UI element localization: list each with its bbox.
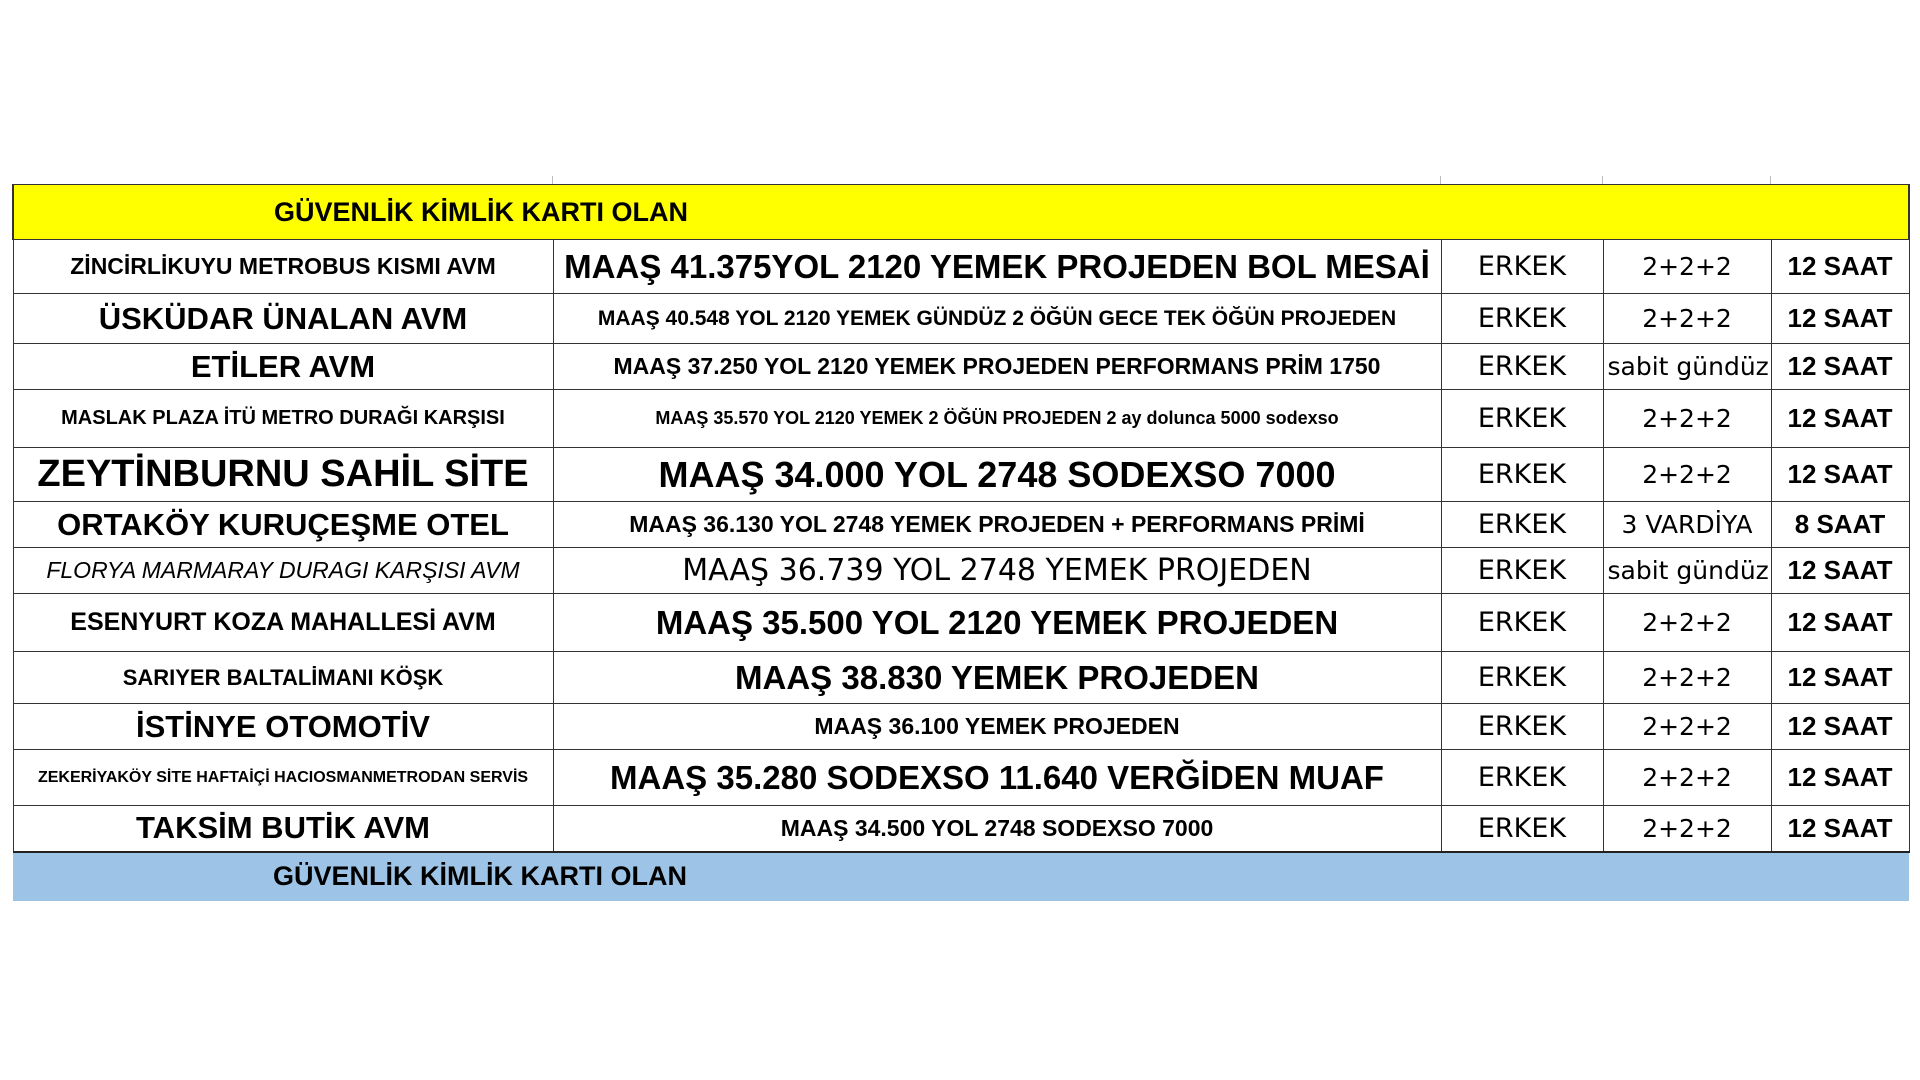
shift-cell: 2+2+2 (1603, 240, 1771, 294)
hours-cell: 12 SAAT (1771, 704, 1909, 750)
gender-cell: ERKEK (1441, 548, 1603, 594)
location-cell: ÜSKÜDAR ÜNALAN AVM (13, 294, 553, 344)
location-cell: İSTİNYE OTOMOTİV (13, 704, 553, 750)
table-row (13, 704, 1909, 750)
location-cell: ZİNCİRLİKUYU METROBUS KISMI AVM (13, 240, 553, 294)
salary-cell: MAAŞ 40.548 YOL 2120 YEMEK GÜNDÜZ 2 ÖĞÜN GECE TEK ÖĞÜN PROJEDEN (553, 294, 1441, 344)
footer-banner-row (13, 852, 1909, 901)
shift-cell: 2+2+2 (1603, 652, 1771, 704)
table-row (13, 344, 1909, 390)
gender-cell: ERKEK (1441, 806, 1603, 852)
shift-cell: 2+2+2 (1603, 704, 1771, 750)
hours-cell: 12 SAAT (1771, 240, 1909, 294)
shift-cell: 2+2+2 (1603, 594, 1771, 652)
gender-cell: ERKEK (1441, 704, 1603, 750)
shift-cell: 2+2+2 (1603, 448, 1771, 502)
location-cell: SARIYER BALTALİMANI KÖŞK (13, 652, 553, 704)
column-guide-lines (12, 176, 1908, 184)
job-listing-table (12, 184, 1910, 901)
hours-cell: 12 SAAT (1771, 806, 1909, 852)
salary-cell: MAAŞ 34.000 YOL 2748 SODEXSO 7000 (553, 448, 1441, 502)
shift-cell: sabit gündüz (1603, 548, 1771, 594)
shift-cell: 3 VARDİYA (1603, 502, 1771, 548)
table-row (13, 502, 1909, 548)
hours-cell: 12 SAAT (1771, 448, 1909, 502)
footer-banner: GÜVENLİK KİMLİK KARTI OLAN (13, 852, 1909, 901)
gender-cell: ERKEK (1441, 750, 1603, 806)
shift-cell: 2+2+2 (1603, 806, 1771, 852)
location-cell: TAKSİM BUTİK AVM (13, 806, 553, 852)
gender-cell: ERKEK (1441, 594, 1603, 652)
salary-cell: MAAŞ 34.500 YOL 2748 SODEXSO 7000 (553, 806, 1441, 852)
table-row (13, 448, 1909, 502)
shift-cell: 2+2+2 (1603, 750, 1771, 806)
table-row (13, 652, 1909, 704)
shift-cell: 2+2+2 (1603, 390, 1771, 448)
table-row (13, 240, 1909, 294)
gender-cell: ERKEK (1441, 652, 1603, 704)
salary-cell: MAAŞ 41.375YOL 2120 YEMEK PROJEDEN BOL MESAİ (553, 240, 1441, 294)
gender-cell: ERKEK (1441, 502, 1603, 548)
gender-cell: ERKEK (1441, 240, 1603, 294)
table-row (13, 294, 1909, 344)
salary-cell: MAAŞ 36.100 YEMEK PROJEDEN (553, 704, 1441, 750)
hours-cell: 8 SAAT (1771, 502, 1909, 548)
gender-cell: ERKEK (1441, 294, 1603, 344)
location-cell: ZEKERİYAKÖY SİTE HAFTAİÇİ HACIOSMANMETRODAN SERVİS (13, 750, 553, 806)
header-banner: GÜVENLİK KİMLİK KARTI OLAN (13, 185, 1909, 240)
hours-cell: 12 SAAT (1771, 594, 1909, 652)
location-cell: ZEYTİNBURNU SAHİL SİTE (13, 448, 553, 502)
gender-cell: ERKEK (1441, 448, 1603, 502)
salary-cell: MAAŞ 35.570 YOL 2120 YEMEK 2 ÖĞÜN PROJEDEN 2 ay dolunca 5000 sodexso (553, 390, 1441, 448)
shift-cell: 2+2+2 (1603, 294, 1771, 344)
gender-cell: ERKEK (1441, 390, 1603, 448)
salary-cell: MAAŞ 35.500 YOL 2120 YEMEK PROJEDEN (553, 594, 1441, 652)
location-cell: FLORYA MARMARAY DURAGI KARŞISI AVM (13, 548, 553, 594)
location-cell: ETİLER AVM (13, 344, 553, 390)
salary-cell: MAAŞ 37.250 YOL 2120 YEMEK PROJEDEN PERFORMANS PRİM 1750 (553, 344, 1441, 390)
salary-cell: MAAŞ 36.739 YOL 2748 YEMEK PROJEDEN (553, 548, 1441, 594)
salary-cell: MAAŞ 35.280 SODEXSO 11.640 VERĞİDEN MUAF (553, 750, 1441, 806)
location-cell: ESENYURT KOZA MAHALLESİ AVM (13, 594, 553, 652)
table-row (13, 806, 1909, 852)
table-row (13, 548, 1909, 594)
header-banner-row (13, 185, 1909, 240)
location-cell: ORTAKÖY KURUÇEŞME OTEL (13, 502, 553, 548)
location-cell: MASLAK PLAZA İTÜ METRO DURAĞI KARŞISI (13, 390, 553, 448)
hours-cell: 12 SAAT (1771, 390, 1909, 448)
table-row (13, 594, 1909, 652)
salary-cell: MAAŞ 36.130 YOL 2748 YEMEK PROJEDEN + PERFORMANS PRİMİ (553, 502, 1441, 548)
table-row (13, 750, 1909, 806)
hours-cell: 12 SAAT (1771, 294, 1909, 344)
hours-cell: 12 SAAT (1771, 652, 1909, 704)
gender-cell: ERKEK (1441, 344, 1603, 390)
table-row (13, 390, 1909, 448)
hours-cell: 12 SAAT (1771, 344, 1909, 390)
shift-cell: sabit gündüz (1603, 344, 1771, 390)
hours-cell: 12 SAAT (1771, 548, 1909, 594)
hours-cell: 12 SAAT (1771, 750, 1909, 806)
salary-cell: MAAŞ 38.830 YEMEK PROJEDEN (553, 652, 1441, 704)
